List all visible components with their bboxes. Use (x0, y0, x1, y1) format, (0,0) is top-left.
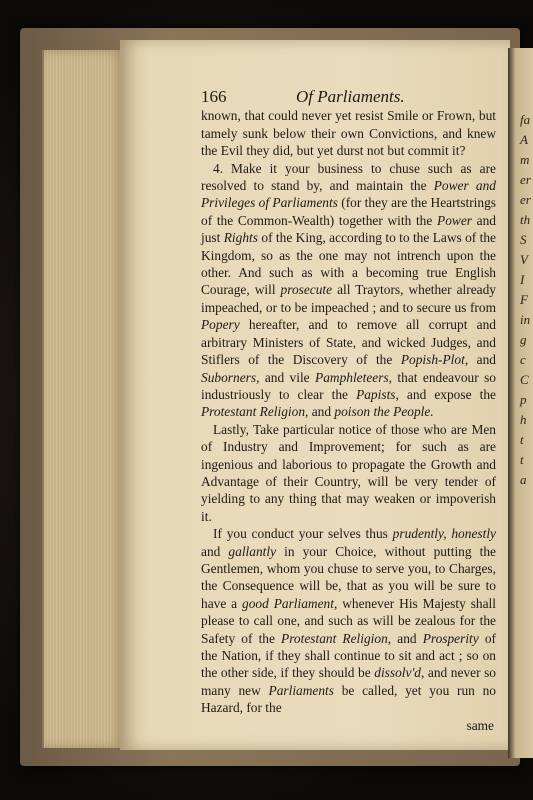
text-run: , that endeavour so industriously to clear the (201, 369, 496, 402)
facing-letter: t (520, 432, 524, 447)
text-run: all Traytors, whether already impeached, or to be impeached ; and to secure us from (201, 282, 496, 315)
italic-run: Popish-Plot (400, 352, 465, 368)
facing-page-text (520, 110, 533, 490)
text-run: hereafter, and to remove all corrupt and arbitrary Ministers of State, and wicked Judges, and Stiflers of the Discovery of the (201, 317, 496, 368)
text-run: Lastly, Take particular notice of those who are Men of Industry and Improvement; for such as are ingenious and laborious to propagate the Growth and Advantage of their Country, will be very tender of yielding to any thing that may weaken or impoverish it. (201, 421, 496, 524)
text-run: and just (201, 212, 497, 246)
italic-run: Power and Privileges of Parliaments (201, 178, 496, 211)
text-run: of the Nation, if they shall continue to sit and act ; so on the other side, if they should be (201, 630, 496, 681)
facing-letter: t (520, 452, 524, 467)
italic-run: prosecute (280, 282, 333, 298)
italic-run: prudently, honestly (392, 526, 496, 542)
facing-letter: fa (520, 112, 531, 127)
text-run: If you conduct your selves thus (213, 526, 393, 542)
page-number: 166 (201, 87, 227, 106)
italic-run: Popery (201, 317, 240, 333)
paragraph (201, 421, 496, 525)
text-run: (for they are the Heartstrings of the Common-Wealth) together with the (201, 195, 496, 228)
text-run: be called, yet you run no Hazard, for the (201, 682, 496, 716)
italic-run: dissolv'd (374, 665, 422, 681)
text-run: , and (464, 352, 497, 368)
paragraph (201, 160, 496, 421)
text-run: , and expose the (395, 386, 496, 402)
italic-run: Prosperity (422, 630, 479, 646)
italic-run: poison the People. (334, 404, 434, 420)
facing-letter: a (520, 472, 527, 487)
italic-run: good Parliament (242, 595, 334, 611)
text-run: known, that could never yet resist Smile or Frown, but tamely sunk below their own Convictions, and knew the Evil they did, but yet durst not but commit it? (201, 108, 496, 159)
facing-letter: c (520, 352, 526, 367)
italic-run: Power (437, 212, 472, 228)
text-run: , and never so many new (201, 665, 496, 698)
italic-run: gallantly (228, 543, 277, 559)
text-run: , whenever His Majesty shall please to call one, and such as will be zealous for the Safety of the (201, 595, 496, 646)
text-run: in your Choice, without putting the Gentlemen, whom you chuse to serve you, to Charges, the Consequence will be, that as you will be sure to have a (201, 543, 496, 611)
facing-letter: V (520, 252, 528, 267)
text-run: , and (387, 630, 423, 646)
italic-run: Suborners (201, 369, 257, 385)
facing-letter: th (520, 212, 531, 227)
italic-run: Protestant Religion (201, 404, 306, 420)
page-header (201, 88, 496, 105)
facing-letter: er (520, 172, 531, 187)
text-run: , and vile (256, 369, 316, 385)
facing-letter: A (520, 132, 528, 147)
page-text (201, 88, 496, 734)
text-run: 4. Make it your business to chuse such as are resolved to stand by, and maintain the (201, 160, 496, 194)
facing-letter: I (520, 272, 525, 287)
italic-run: Rights (223, 230, 258, 246)
body-text (201, 107, 496, 716)
facing-letter: m (520, 152, 530, 167)
facing-letter: p (520, 392, 527, 407)
text-run: , and (305, 404, 335, 420)
facing-letter: er (520, 192, 531, 207)
facing-letter: S (520, 232, 527, 247)
facing-letter: F (520, 292, 528, 307)
italic-run: Parliaments (268, 682, 334, 698)
italic-run: Pamphleteers (315, 369, 389, 385)
running-head: Of Parliaments. (296, 87, 405, 106)
paragraph (201, 525, 496, 716)
facing-letter: C (520, 372, 529, 387)
text-run: and (201, 543, 229, 559)
facing-letter: h (520, 412, 527, 427)
italic-run: Papists (356, 386, 396, 402)
catchword: same (466, 717, 494, 733)
page-edges (42, 50, 124, 748)
paragraph (201, 107, 496, 159)
italic-run: Protestant Religion (281, 630, 388, 646)
text-run: of the King, according to to the Laws of the Kingdom, so as the one may not intrench upon the other. And such as with a becoming true English Courage, will (201, 230, 497, 298)
facing-letter: g (520, 332, 527, 347)
facing-letter: in (520, 312, 531, 327)
